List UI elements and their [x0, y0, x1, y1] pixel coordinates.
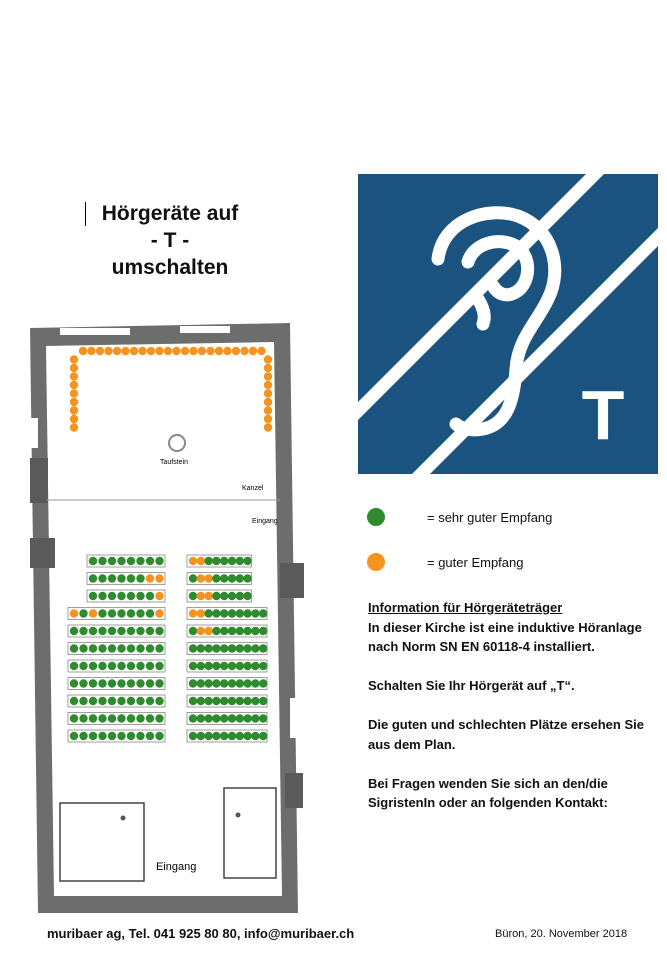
seat-dot: [70, 644, 78, 652]
seat-dot: [79, 627, 87, 635]
seat-dot: [136, 714, 144, 722]
seat-dot: [259, 627, 267, 635]
seat-dot: [228, 609, 236, 617]
seat-dot: [98, 732, 106, 740]
seat-dot: [127, 574, 135, 582]
footer-date: Büron, 20. November 2018: [495, 928, 628, 940]
seating: [68, 347, 272, 742]
seat-dot: [89, 592, 97, 600]
seat-dot: [155, 627, 163, 635]
seat-dot: [220, 679, 228, 687]
seat-dot: [136, 662, 144, 670]
seat-dot: [136, 732, 144, 740]
seat-dot: [243, 644, 251, 652]
seat-dot: [204, 697, 212, 705]
seat-dot: [197, 609, 205, 617]
seat-dot: [117, 557, 125, 565]
seat-dot: [155, 732, 163, 740]
seat-dot: [127, 609, 135, 617]
seat-dot: [146, 697, 154, 705]
seat-dot: [236, 714, 244, 722]
seat-dot: [70, 714, 78, 722]
seat-dot: [87, 347, 95, 355]
seat-dot: [189, 592, 197, 600]
seat-dot: [189, 557, 197, 565]
seat-dot: [257, 347, 265, 355]
seat-dot: [236, 679, 244, 687]
seat-dot: [70, 398, 78, 406]
seat-dot: [220, 644, 228, 652]
seat-dot: [259, 609, 267, 617]
seat-dot: [251, 697, 259, 705]
seat-dot: [220, 609, 228, 617]
seat-dot: [204, 644, 212, 652]
seat-dot: [259, 714, 267, 722]
seat-dot: [98, 574, 106, 582]
seat-dot: [251, 644, 259, 652]
seat-dot: [243, 732, 251, 740]
seat-dot: [79, 679, 87, 687]
seat-dot: [117, 574, 125, 582]
seat-dot: [236, 732, 244, 740]
seat-dot: [236, 644, 244, 652]
seat-dot: [223, 347, 231, 355]
seat-dot: [98, 557, 106, 565]
seat-dot: [204, 557, 212, 565]
seat-dot: [197, 574, 205, 582]
back-gallery-left: [60, 803, 144, 881]
seat-dot: [220, 557, 228, 565]
seat-dot: [108, 557, 116, 565]
seat-dot: [108, 574, 116, 582]
seat-dot: [212, 679, 220, 687]
seat-dot: [98, 627, 106, 635]
seat-dot: [264, 406, 272, 414]
buttress: [285, 773, 303, 808]
title-line-3: umschalten: [111, 256, 229, 279]
seat-dot: [136, 644, 144, 652]
seat-dot: [228, 574, 236, 582]
seat-dot: [146, 679, 154, 687]
seat-dot: [204, 574, 212, 582]
seat-dot: [89, 609, 97, 617]
seat-dot: [215, 347, 223, 355]
post: [121, 816, 126, 821]
seat-dot: [243, 557, 251, 565]
seat-dot: [264, 398, 272, 406]
seat-dot: [197, 662, 205, 670]
seat-dot: [204, 732, 212, 740]
seat-dot: [204, 679, 212, 687]
seat-dot: [212, 592, 220, 600]
seat-dot: [251, 609, 259, 617]
seat-dot: [212, 732, 220, 740]
seat-dot: [236, 662, 244, 670]
seat-dot: [117, 732, 125, 740]
seat-dot: [212, 627, 220, 635]
seat-dot: [264, 389, 272, 397]
seat-dot: [189, 697, 197, 705]
seat-dot: [204, 714, 212, 722]
seat-dot: [117, 592, 125, 600]
seat-dot: [136, 627, 144, 635]
seat-dot: [204, 592, 212, 600]
seat-dot: [204, 627, 212, 635]
seat-dot: [197, 592, 205, 600]
seat-dot: [228, 557, 236, 565]
seat-dot: [228, 644, 236, 652]
seat-dot: [236, 557, 244, 565]
info-paragraph: Bei Fragen wenden Sie sich an den/die SigristenIn oder an folgenden Kontakt:: [368, 775, 608, 810]
seat-dot: [117, 627, 125, 635]
legend-text: = guter Empfang: [427, 554, 524, 570]
seat-dot: [127, 627, 135, 635]
seat-dot: [243, 592, 251, 600]
seat-dot: [212, 697, 220, 705]
seat-dot: [89, 679, 97, 687]
legend-good: [367, 553, 524, 571]
seat-dot: [243, 609, 251, 617]
seat-dot: [228, 627, 236, 635]
seat-dot: [220, 714, 228, 722]
seat-dot: [189, 609, 197, 617]
seat-dot: [155, 644, 163, 652]
seat-dot: [127, 644, 135, 652]
seat-dot: [146, 732, 154, 740]
legend-text: = sehr guter Empfang: [427, 509, 553, 525]
seat-dot: [127, 557, 135, 565]
seat-dot: [89, 662, 97, 670]
seat-dot: [204, 662, 212, 670]
window: [180, 326, 230, 333]
seat-dot: [264, 423, 272, 431]
seat-dot: [204, 609, 212, 617]
buttress: [30, 458, 48, 503]
seat-dot: [172, 347, 180, 355]
post: [236, 813, 241, 818]
seat-dot: [117, 644, 125, 652]
seat-dot: [220, 592, 228, 600]
buttress: [280, 563, 304, 598]
title-line-2: - T -: [150, 229, 190, 252]
seat-dot: [79, 732, 87, 740]
seat-dot: [243, 662, 251, 670]
window: [290, 698, 299, 738]
seat-dot: [264, 372, 272, 380]
seat-dot: [117, 679, 125, 687]
seat-dot: [98, 609, 106, 617]
seat-dot: [89, 714, 97, 722]
seat-dot: [98, 644, 106, 652]
seat-dot: [70, 679, 78, 687]
seat-dot: [79, 609, 87, 617]
seat-dot: [189, 347, 197, 355]
seat-dot: [89, 732, 97, 740]
seat-dot: [79, 697, 87, 705]
seat-dot: [206, 347, 214, 355]
seat-dot: [146, 574, 154, 582]
seat-dot: [136, 679, 144, 687]
main-entrance-label: Eingang: [156, 861, 197, 873]
seat-dot: [189, 732, 197, 740]
page-title: [60, 200, 280, 281]
seat-dot: [130, 347, 138, 355]
seat-dot: [146, 627, 154, 635]
seat-dot: [243, 697, 251, 705]
seat-dot: [189, 714, 197, 722]
seat-dot: [251, 679, 259, 687]
seat-dot: [117, 714, 125, 722]
seat-dot: [155, 574, 163, 582]
seat-dot: [228, 662, 236, 670]
seat-dot: [104, 347, 112, 355]
seat-dot: [127, 697, 135, 705]
seat-dot: [228, 697, 236, 705]
seat-dot: [136, 557, 144, 565]
seat-dot: [164, 347, 172, 355]
seat-dot: [136, 697, 144, 705]
seat-dot: [70, 355, 78, 363]
seat-dot: [117, 609, 125, 617]
seat-dot: [197, 697, 205, 705]
seat-dot: [146, 662, 154, 670]
title-line-1: Hörgeräte auf: [101, 202, 239, 225]
seat-dot: [98, 662, 106, 670]
seat-dot: [127, 714, 135, 722]
seat-dot: [89, 574, 97, 582]
seat-dot: [89, 557, 97, 565]
text-cursor: [85, 202, 86, 226]
seat-dot: [243, 679, 251, 687]
seat-dot: [136, 574, 144, 582]
seat-dot: [220, 627, 228, 635]
seat-dot: [236, 697, 244, 705]
seat-dot: [197, 644, 205, 652]
seat-dot: [220, 574, 228, 582]
seat-dot: [243, 627, 251, 635]
buttress: [30, 538, 55, 568]
seat-dot: [146, 644, 154, 652]
seat-dot: [259, 697, 267, 705]
seat-dot: [228, 732, 236, 740]
seat-dot: [197, 732, 205, 740]
seat-dot: [98, 697, 106, 705]
seat-dot: [121, 347, 129, 355]
seat-dot: [70, 627, 78, 635]
window: [60, 328, 130, 335]
seat-dot: [220, 662, 228, 670]
seat-dot: [127, 662, 135, 670]
seat-dot: [146, 714, 154, 722]
seat-dot: [108, 644, 116, 652]
pulpit-label: Kanzel: [242, 485, 264, 492]
seat-dot: [70, 415, 78, 423]
seat-dot: [189, 662, 197, 670]
seat-dot: [79, 714, 87, 722]
seat-dot: [98, 714, 106, 722]
seat-dot: [108, 732, 116, 740]
seat-dot: [98, 679, 106, 687]
seat-dot: [197, 714, 205, 722]
seat-dot: [70, 732, 78, 740]
info-text: [368, 598, 658, 832]
seat-dot: [155, 347, 163, 355]
seat-dot: [181, 347, 189, 355]
seat-dot: [70, 423, 78, 431]
seat-dot: [127, 732, 135, 740]
seat-dot: [198, 347, 206, 355]
seat-dot: [70, 389, 78, 397]
seat-dot: [189, 644, 197, 652]
footer-contact: muribaer ag, Tel. 041 925 80 80, info@muribaer.ch: [47, 926, 355, 941]
seat-dot: [70, 381, 78, 389]
info-paragraph: Die guten und schlechten Plätze ersehen Sie aus dem Plan.: [368, 717, 644, 752]
back-gallery-right: [224, 788, 276, 878]
seat-dot: [212, 714, 220, 722]
seat-dot: [220, 732, 228, 740]
seat-dot: [70, 372, 78, 380]
seat-dot: [197, 679, 205, 687]
seat-dot: [189, 627, 197, 635]
seat-dot: [98, 592, 106, 600]
seat-dot: [89, 644, 97, 652]
seat-dot: [264, 355, 272, 363]
seat-dot: [212, 644, 220, 652]
legend-very-good: [367, 508, 553, 526]
info-paragraph: In dieser Kirche ist eine induktive Höranlage nach Norm SN EN 60118-4 installiert.: [368, 619, 642, 654]
seat-dot: [220, 697, 228, 705]
seat-dot: [259, 732, 267, 740]
seat-dot: [108, 714, 116, 722]
side-entrance-label: Eingang: [252, 518, 278, 525]
seat-dot: [136, 609, 144, 617]
seat-dot: [155, 609, 163, 617]
seat-dot: [113, 347, 121, 355]
seat-dot: [251, 662, 259, 670]
seat-dot: [259, 679, 267, 687]
seat-dot: [96, 347, 104, 355]
seat-dot: [264, 415, 272, 423]
seat-dot: [108, 609, 116, 617]
seat-dot: [232, 347, 240, 355]
church-floor-plan: [0, 318, 340, 918]
seat-dot: [259, 662, 267, 670]
seat-dot: [251, 732, 259, 740]
info-heading: Information für Hörgeräteträger: [368, 600, 563, 615]
seat-dot: [189, 574, 197, 582]
seat-dot: [212, 609, 220, 617]
seat-dot: [251, 714, 259, 722]
seat-dot: [228, 714, 236, 722]
font-label: Taufstein: [160, 459, 189, 466]
seat-dot: [136, 592, 144, 600]
seat-dot: [79, 347, 87, 355]
seat-dot: [127, 679, 135, 687]
seat-dot: [197, 557, 205, 565]
seat-dot: [70, 406, 78, 414]
seat-dot: [79, 644, 87, 652]
seat-dot: [228, 592, 236, 600]
seat-dot: [155, 662, 163, 670]
orange-dot-icon: [367, 553, 385, 571]
seat-dot: [155, 714, 163, 722]
seat-dot: [70, 662, 78, 670]
seat-dot: [79, 662, 87, 670]
seat-dot: [108, 679, 116, 687]
seat-dot: [138, 347, 146, 355]
seat-dot: [108, 592, 116, 600]
seat-dot: [243, 574, 251, 582]
seat-dot: [212, 662, 220, 670]
seat-dot: [155, 697, 163, 705]
seat-dot: [146, 592, 154, 600]
seat-dot: [147, 347, 155, 355]
seat-dot: [243, 714, 251, 722]
seat-dot: [251, 627, 259, 635]
seat-dot: [236, 592, 244, 600]
seat-dot: [240, 347, 248, 355]
seat-dot: [259, 644, 267, 652]
seat-dot: [70, 697, 78, 705]
seat-dot: [127, 592, 135, 600]
seat-dot: [236, 574, 244, 582]
seat-dot: [108, 627, 116, 635]
seat-dot: [146, 609, 154, 617]
info-paragraph: Schalten Sie Ihr Hörgerät auf „T“.: [368, 678, 575, 693]
seat-dot: [155, 679, 163, 687]
seat-dot: [117, 662, 125, 670]
seat-dot: [108, 697, 116, 705]
green-dot-icon: [367, 508, 385, 526]
seat-dot: [155, 557, 163, 565]
seat-dot: [212, 557, 220, 565]
window: [30, 418, 38, 448]
seat-dot: [117, 697, 125, 705]
seat-dot: [264, 364, 272, 372]
seat-dot: [197, 627, 205, 635]
seat-dot: [89, 697, 97, 705]
baptismal-font-icon: [169, 435, 185, 451]
seat-dot: [236, 627, 244, 635]
seat-dot: [212, 574, 220, 582]
seat-dot: [89, 627, 97, 635]
hearing-loop-sign: [358, 174, 658, 474]
seat-dot: [249, 347, 257, 355]
seat-dot: [70, 364, 78, 372]
seat-dot: [236, 609, 244, 617]
seat-dot: [189, 679, 197, 687]
seat-dot: [155, 592, 163, 600]
sign-letter: T: [581, 376, 625, 454]
seat-dot: [228, 679, 236, 687]
seat-dot: [146, 557, 154, 565]
seat-dot: [70, 609, 78, 617]
seat-dot: [264, 381, 272, 389]
seat-dot: [108, 662, 116, 670]
